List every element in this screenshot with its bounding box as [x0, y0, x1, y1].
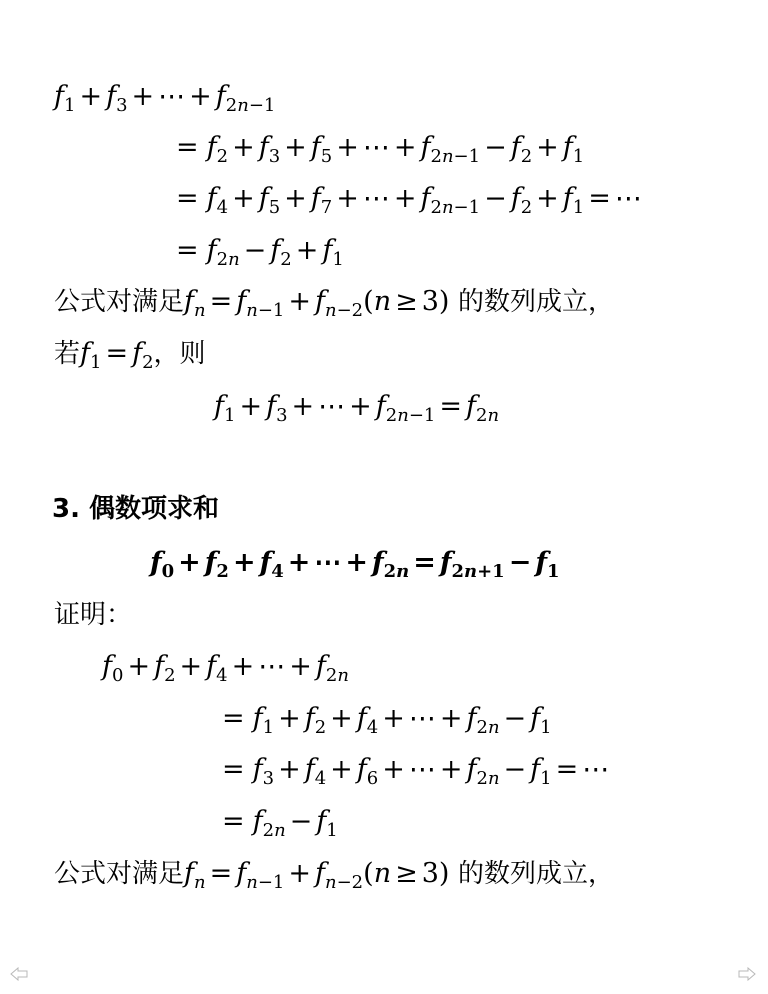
equation-line-1: $f_1 + f_3$ + ⋯ + $f_{2n-1}$: [54, 81, 276, 116]
condition2-text-suffix: 的数列成立，: [458, 859, 615, 889]
right-arrow-icon[interactable]: [738, 966, 756, 980]
section-heading-text: 3. 偶数项求和: [52, 494, 220, 524]
condition-line-2: 公式对满足$f_n = f_{n-1} + f_{n-2}(n \ge 3)$ 的数列成立，: [54, 858, 615, 893]
proof-line-4: = $f_{2n} - f_1$: [222, 806, 338, 841]
assumption-suffix: ，则: [153, 339, 206, 369]
proof-label-text: 证明：: [54, 600, 133, 630]
condition-line-1: 公式对满足$f_n = f_{n-1} + f_{n-2}(n \ge 3)$ 的数列成立，: [54, 286, 615, 321]
condition2-text-prefix: 公式对满足: [54, 859, 185, 889]
proof-label: [54, 598, 132, 632]
proof-line-1: $f_0 + f_2 + f_4$ + ⋯ + $f_{2n}$: [102, 651, 349, 686]
assumption-prefix: 若: [54, 339, 81, 369]
condition-text-suffix: 的数列成立，: [458, 287, 615, 317]
proof-line-2: = $f_1 + f_2 + f_4$ + ⋯ + $f_{2n} - f_1$: [222, 703, 552, 738]
assumption-line: 若$f_1 = f_2$，则: [54, 338, 206, 373]
result-equation: $f_1 + f_3$ + ⋯ + $f_{2n-1} = f_{2n}$: [214, 391, 500, 426]
equation-line-4: = $f_{2n} - f_2 + f_1$: [176, 235, 344, 270]
section-heading: [52, 492, 219, 526]
equation-line-3: = $f_4 + f_5 + f_7$ + ⋯ + $f_{2n-1} - f_2 + f_1$ = ⋯: [176, 183, 642, 218]
equation-line-2: = $f_2 + f_3 + f_5$ + ⋯ + $f_{2n-1} - f_2 + f_1$: [176, 132, 585, 167]
condition-text-prefix: 公式对满足: [54, 287, 185, 317]
left-arrow-icon[interactable]: [10, 966, 28, 980]
proof-line-3: = $f_3 + f_4 + f_6$ + ⋯ + $f_{2n} - f_1$ = ⋯: [222, 754, 610, 789]
theorem-equation: $f_0 + f_2 + f_4$ + ⋯ + $f_{2n} = f_{2n+1} - f_1$: [150, 547, 560, 582]
